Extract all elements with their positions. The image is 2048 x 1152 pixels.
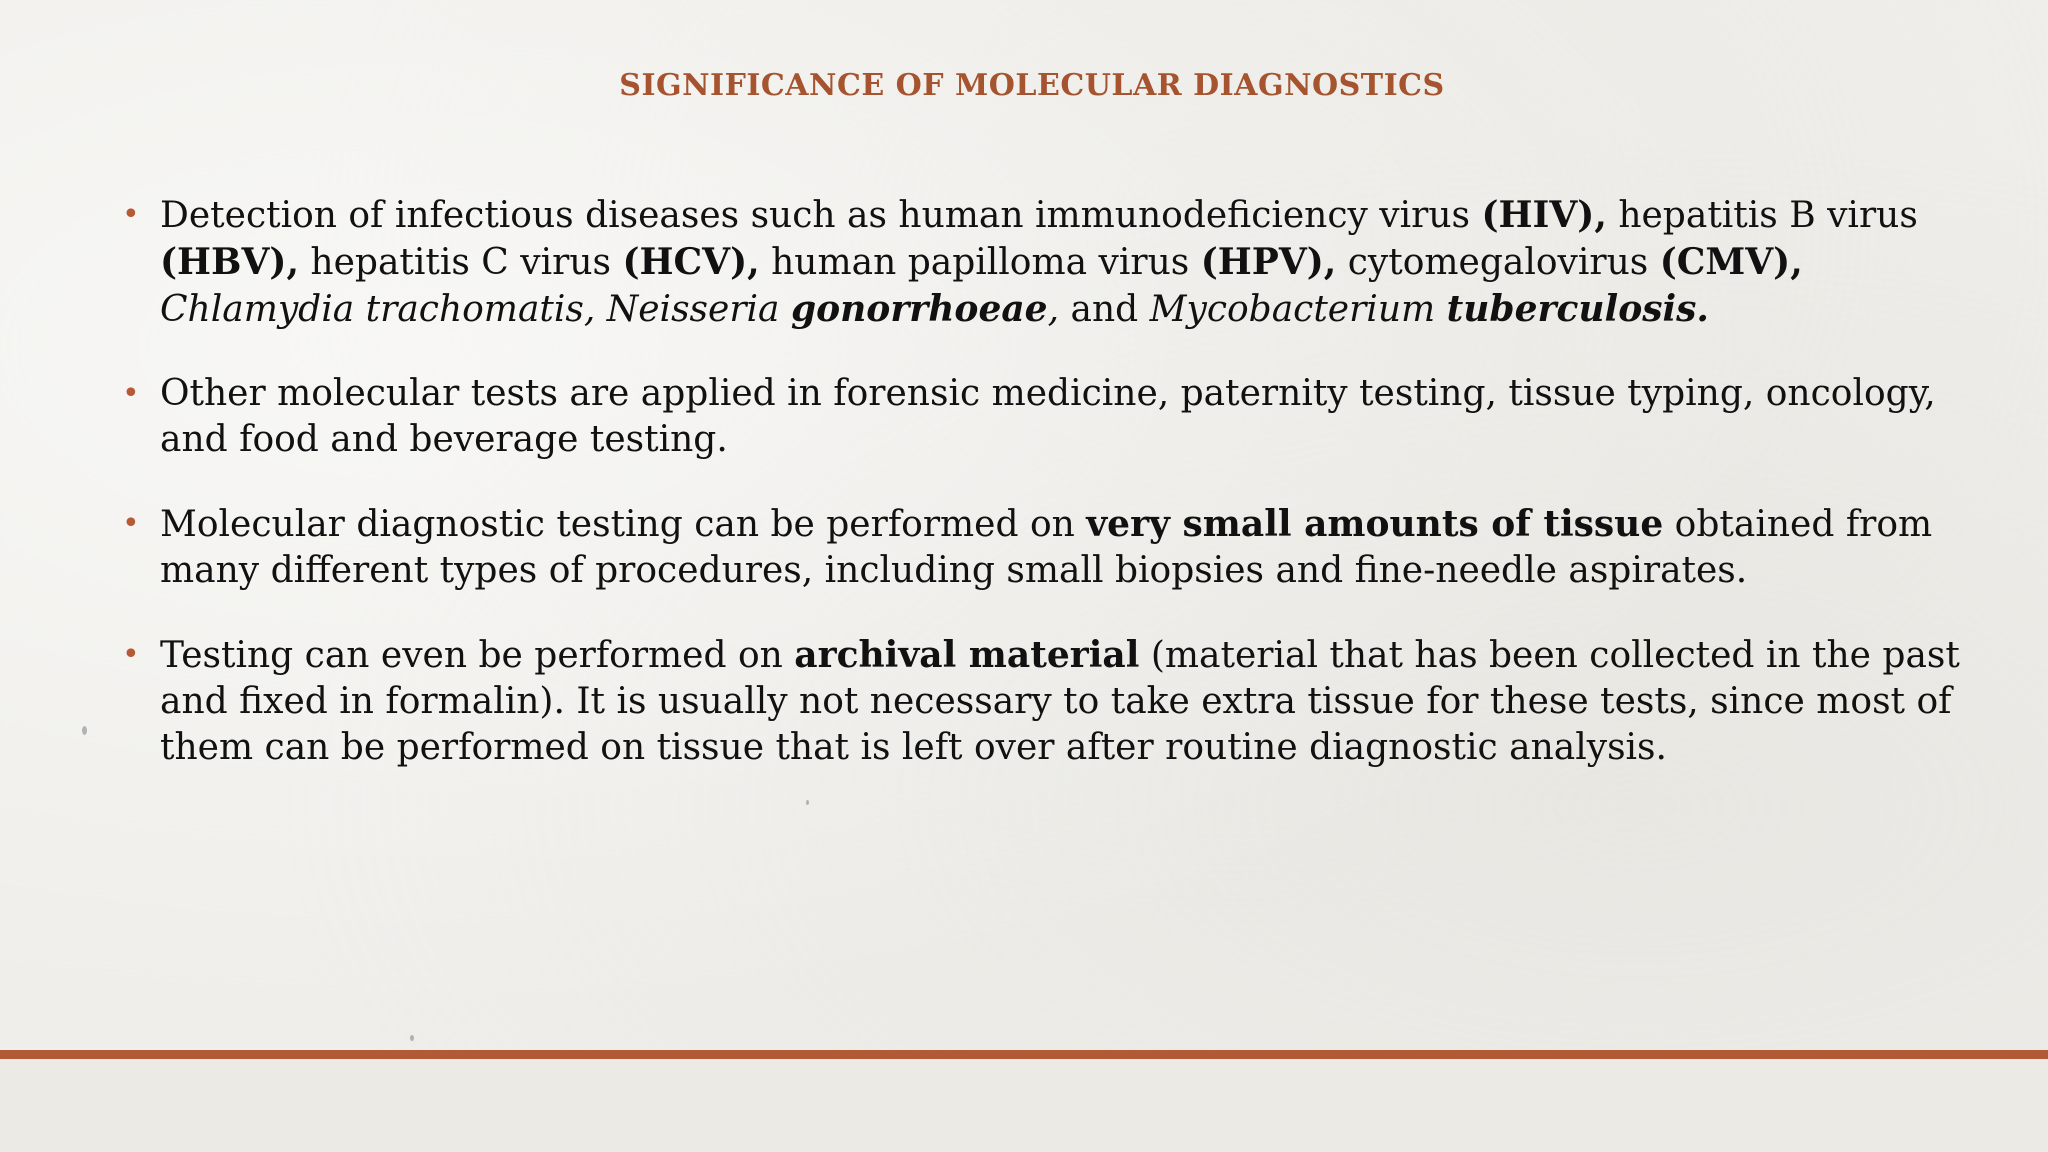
bullet-text [160, 504, 1932, 591]
text-run: cytomegalovirus [1336, 242, 1660, 283]
text-run-bold: (HBV), [160, 241, 299, 283]
bullet-icon: • [122, 506, 140, 541]
bullet-text [160, 635, 1960, 768]
bullet-text [160, 373, 1936, 460]
bullet-item [122, 192, 2000, 333]
bullet-item [122, 501, 2000, 594]
texture-speck [410, 1035, 414, 1041]
text-run: hepatitis B virus [1606, 195, 1918, 236]
text-run: Molecular diagnostic testing can be performed on [160, 504, 1087, 545]
text-run-bold: (HPV), [1200, 241, 1337, 283]
text-run-italic: Chlamydia trachomatis, Neisseria [160, 289, 791, 330]
texture-speck [82, 726, 87, 735]
text-run: Other molecular tests are applied in forensic medicine, paternity testing, tissue typing, oncology, and food and beverage testing. [160, 373, 1936, 460]
footer-band [0, 1059, 2048, 1152]
text-run: (material that has been collected in the past and fixed in formalin). It is usually not necessary to take extra tissue for these tests, since most of them can be performed on tissue that is left over after routine diagnostic analysis. [160, 635, 1960, 768]
bullet-item [122, 371, 2000, 463]
texture-speck [806, 800, 809, 805]
text-run: Detection of infectious diseases such as human immunodeficiency virus [160, 195, 1482, 236]
text-run: Testing can even be performed on [160, 635, 795, 676]
text-run-italic: , [1047, 289, 1060, 330]
text-run-bold: (HIV), [1481, 194, 1607, 236]
bullet-icon: • [122, 637, 140, 672]
bullet-icon: • [122, 376, 140, 411]
text-run-bold-italic: gonorrhoeae [790, 288, 1048, 330]
bullet-icon: • [122, 197, 140, 232]
text-run-bold: archival material [794, 634, 1140, 676]
text-run: human papilloma virus [759, 242, 1201, 283]
slide-title: SIGNIFICANCE OF MOLECULAR DIAGNOSTICS [619, 68, 1445, 103]
text-run: and [1059, 289, 1150, 330]
text-run-bold: (HCV), [622, 241, 760, 283]
text-run-bold: very small amounts of tissue [1086, 503, 1664, 545]
bullet-list [122, 192, 2000, 809]
text-run-bold: (CMV), [1659, 241, 1803, 283]
bullet-item [122, 632, 2000, 771]
footer-accent-line [0, 1050, 2048, 1059]
text-run: hepatitis C virus [298, 242, 623, 283]
text-run: obtained from many different types of procedures, including small biopsies and fine-needle aspirates. [160, 504, 1933, 591]
bullet-text [160, 195, 1918, 330]
text-run-italic: Mycobacterium [1149, 289, 1447, 330]
text-run-bold-italic: tuberculosis. [1446, 288, 1709, 330]
